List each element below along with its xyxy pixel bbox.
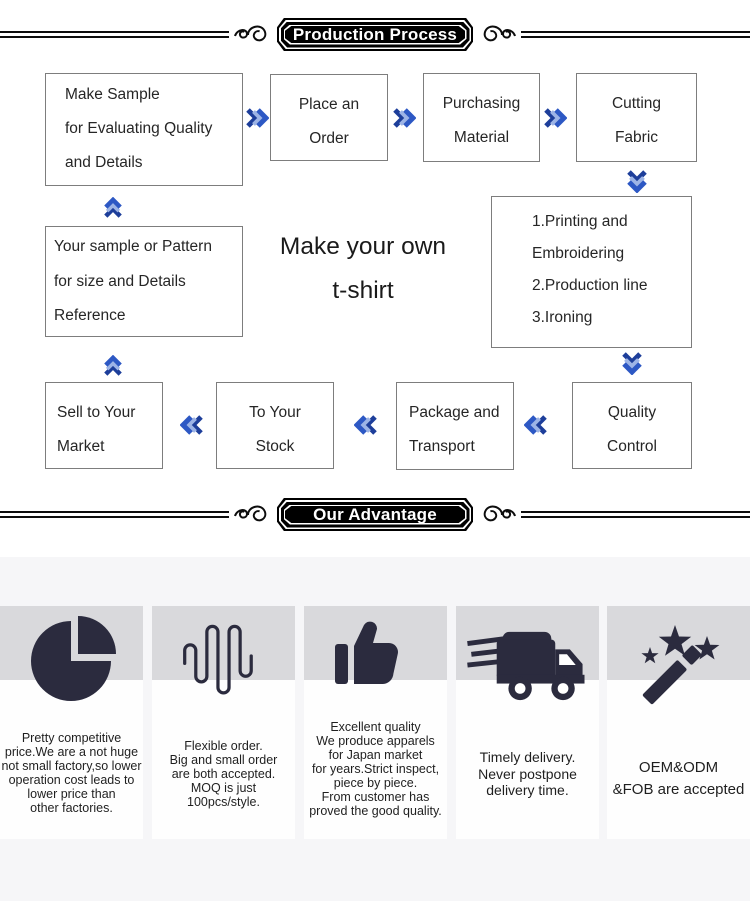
- delivery-truck-icon: [463, 626, 587, 706]
- advantage-text: OEM&ODM &FOB are accepted: [612, 759, 745, 798]
- advantage-text: Pretty competitive price.We are a not huge not small factory,so lower operation cost leads to lower price than other factories.: [1, 731, 142, 815]
- banner-title: Our Advantage: [313, 504, 437, 524]
- flow-box-to-your-stock: To Your Stock: [216, 382, 334, 469]
- chevron-right-icon: [543, 106, 567, 130]
- center-title-line1: Make your own: [279, 233, 447, 260]
- flow-box-purchasing-material: Purchasing Material: [423, 73, 540, 162]
- flow-box-make-sample: Make Sample for Evaluating Quality and Details: [45, 73, 243, 186]
- center-title: [252, 225, 474, 313]
- flow-box-your-sample: Your sample or Pattern for size and Details Reference: [45, 226, 243, 337]
- our-advantage-banner: [0, 498, 750, 531]
- chevron-down-icon: [625, 169, 649, 193]
- magic-wand-icon: [637, 616, 729, 708]
- divider-line: [521, 511, 750, 518]
- waveform-icon: [180, 619, 267, 704]
- advantage-card-quality: [304, 606, 447, 839]
- divider-line: [0, 31, 229, 38]
- center-title-line2: t-shirt: [332, 277, 394, 304]
- chevron-left-icon: [354, 413, 378, 437]
- advantage-card-flexible-order: [152, 606, 295, 839]
- pie-chart-icon: [25, 611, 117, 703]
- swirl-ornament-icon: [478, 23, 516, 47]
- swirl-ornament-icon: [234, 503, 272, 527]
- banner-title: Production Process: [292, 24, 458, 44]
- chevron-right-icon: [392, 106, 416, 130]
- divider-line: [521, 31, 750, 38]
- flow-box-sell-to-market: Sell to Your Market: [45, 382, 163, 469]
- advantage-text: Timely delivery. Never postpone delivery time.: [478, 749, 577, 798]
- advantage-text: Flexible order. Big and small order are both accepted. MOQ is just 100pcs/style.: [169, 739, 278, 809]
- swirl-ornament-icon: [478, 503, 516, 527]
- advantages-section: [0, 557, 750, 901]
- chevron-left-icon: [180, 413, 204, 437]
- advantage-card-delivery: [456, 606, 599, 839]
- chevron-left-icon: [524, 413, 548, 437]
- chevron-down-icon: [620, 351, 644, 375]
- production-process-banner: [0, 18, 750, 51]
- thumbs-up-icon: [328, 612, 420, 704]
- chevron-up-icon: [101, 354, 125, 378]
- flow-box-place-order: Place an Order: [270, 74, 388, 161]
- divider-line: [0, 511, 229, 518]
- chevron-up-icon: [101, 196, 125, 220]
- advantage-text: Excellent quality We produce apparels for Japan market for years.Strict inspect, piece by piece. From customer has proved the good quality.: [309, 720, 442, 818]
- flow-box-production-steps: 1.Printing and Embroidering 2.Production line 3.Ironing: [491, 196, 692, 348]
- chevron-right-icon: [245, 106, 269, 130]
- banner-plaque: [277, 18, 473, 51]
- flow-box-quality-control: Quality Control: [572, 382, 692, 469]
- flow-box-cutting-fabric: Cutting Fabric: [576, 73, 697, 162]
- banner-plaque: [277, 498, 473, 531]
- swirl-ornament-icon: [234, 23, 272, 47]
- advantage-card-price: [0, 606, 143, 839]
- flow-box-package-transport: Package and Transport: [396, 382, 514, 470]
- advantage-card-oem: [607, 606, 750, 839]
